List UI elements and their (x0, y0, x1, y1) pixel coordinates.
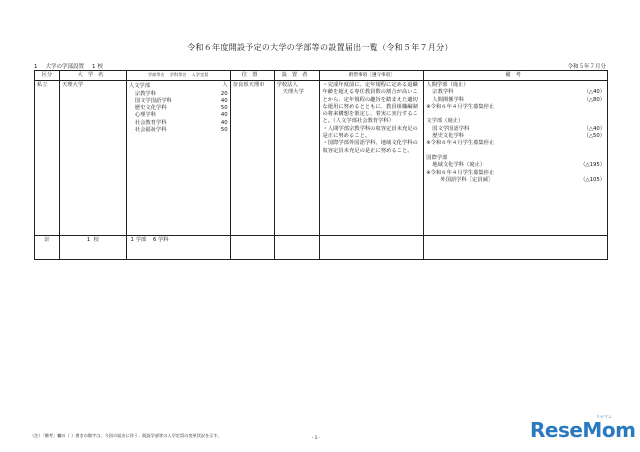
section-number: 1 (34, 64, 38, 70)
biko-text: 人間学部（廃止） (426, 82, 469, 88)
department-quota: 40 (220, 97, 228, 104)
biko-text: 歴史文化学科 (432, 133, 465, 140)
total-depts-unit: 学科 (158, 237, 169, 243)
department-name: 心理学科 (134, 112, 157, 119)
resemom-logo: ReseMom (530, 418, 636, 442)
cell-ichi: 奈良県天理市 (230, 81, 274, 236)
department-item (129, 127, 228, 134)
biko-item (426, 97, 605, 104)
biko-list (426, 82, 605, 184)
cell-kubun: 私立 (35, 81, 60, 236)
total-empty-biko (424, 236, 608, 260)
biko-value: （△105） (580, 176, 605, 183)
header-gakubu (126, 71, 230, 81)
page-number: - 1 - (312, 435, 320, 440)
biko-item (426, 170, 605, 177)
section-unit: 校 (97, 64, 104, 70)
header-fuzoku: 附帯事項［遵守事項］ (320, 71, 424, 81)
biko-item (426, 162, 605, 169)
header-ichi: 位置 (230, 71, 274, 81)
department-quota: 50 (220, 127, 228, 134)
header-biko: 備考 (424, 71, 608, 81)
biko-item (426, 177, 605, 184)
biko-value: （△195） (580, 162, 605, 169)
cell-secchisha (274, 81, 320, 236)
department-name: 歴史文化学科 (134, 105, 167, 112)
date-label: 令和５年７月分 (567, 64, 606, 70)
table-row (35, 81, 608, 236)
biko-item (426, 126, 605, 133)
department-name: 国文学国語学科 (134, 97, 172, 104)
header-gakka-name: 学科等名 (169, 72, 187, 78)
total-row (35, 236, 608, 260)
header-teiin: 入学定員 (191, 72, 209, 78)
biko-item (426, 118, 605, 125)
cell-fuzoku (320, 81, 424, 236)
department-quota: 40 (220, 119, 228, 126)
department-quota: 20 (220, 90, 228, 97)
department-name: 社会教育学科 (134, 119, 167, 126)
page-title: 令和６年度開設予定の大学の学部等の設置届出一覧（令和５年７月分） (187, 43, 453, 52)
biko-value: （△40） (583, 125, 605, 132)
total-faculties-unit: 学部 (135, 237, 147, 243)
total-empty-secchisha (274, 236, 320, 260)
biko-value: （△80） (583, 96, 605, 103)
total-schools (59, 236, 126, 260)
biko-text: 地域文化学科（廃止） (432, 162, 486, 169)
section-heading (34, 62, 111, 70)
header-secchisha: 設置者 (274, 71, 320, 81)
cell-daigaku: 天理大学 (59, 81, 126, 236)
biko-text: 国文学国語学科 (432, 125, 470, 132)
header-gakubu-name: 学部等名 (147, 72, 165, 78)
biko-text: 国際学部 (426, 154, 448, 161)
total-schools-count: 1 (86, 237, 91, 243)
fuzoku-item-3: ・国際学部外国語学科、地域文化学科の収容定員未充足の是正に努めること。 (322, 140, 418, 154)
total-empty-ichi (230, 236, 274, 260)
department-item (129, 91, 228, 98)
department-quota: 40 (220, 112, 228, 119)
biko-text: 人間関係学科 (432, 96, 465, 103)
unit-label: 人 (222, 82, 228, 88)
biko-text: ※令和６年４月学生募集停止 (426, 103, 495, 110)
fuzoku-item-2: ・人間学部宗教学科の収容定員未充足の是正に努めること。 (322, 125, 418, 140)
section-count: 1 (92, 64, 96, 70)
biko-item (426, 140, 605, 147)
total-depts-count: 6 (152, 237, 157, 243)
fuzoku-item-1: ・完成年度前に、定年規程に定める退職年齢を超える専任教員数の割合が高いことから、定年規程の趣旨を踏まえた適切な運用に努めるとともに、教員組織編制の将来構想を策定し、着実に実行すること。（人文学部社会教育学科） (322, 82, 418, 125)
department-item (129, 120, 228, 127)
biko-text: 文学部（廃止） (426, 118, 464, 125)
secchisha-line-2: 天理大学 (282, 89, 304, 96)
department-name: 宗教学科 (134, 90, 157, 97)
section-label: 大学の学部設置 (45, 64, 85, 70)
biko-text: 外国語学科［定員減］ (440, 176, 494, 183)
total-faculties (126, 236, 230, 260)
department-item (129, 112, 228, 119)
biko-item (426, 89, 605, 96)
biko-value: （△50） (583, 133, 605, 140)
total-empty-fuzoku (320, 236, 424, 260)
department-name: 社会福祉学科 (134, 127, 167, 134)
biko-text: 宗教学科 (432, 89, 454, 96)
department-list (129, 91, 228, 135)
header-daigaku: 大学名 (59, 71, 126, 81)
biko-text: ※令和６年４月学生募集停止 (426, 169, 495, 176)
total-faculties-count: 1 (130, 237, 134, 243)
faculty-name: 人文学部 (128, 83, 151, 90)
logo-subtext: リセマム (596, 414, 612, 419)
biko-value: （△40） (583, 89, 605, 96)
cell-biko (424, 81, 608, 236)
biko-item (426, 104, 605, 111)
footnote: （注）「備考」欄の（ ）書きの数字は、今回の届出に伴う、既設学部等の入学定員の変更状況を示す。 (30, 433, 222, 438)
total-schools-unit: 校 (93, 237, 99, 243)
header-kubun: 区分 (35, 71, 60, 81)
secchisha-line-1: 学校法人 (276, 82, 298, 88)
cell-faculty (126, 81, 230, 236)
total-label: 計 (35, 236, 60, 260)
notification-table (34, 70, 608, 260)
biko-text: ※令和６年４月学生募集停止 (426, 140, 495, 147)
department-quota: 50 (220, 105, 228, 112)
biko-item (426, 148, 605, 155)
table-header-row (35, 71, 608, 81)
biko-item (426, 82, 605, 89)
